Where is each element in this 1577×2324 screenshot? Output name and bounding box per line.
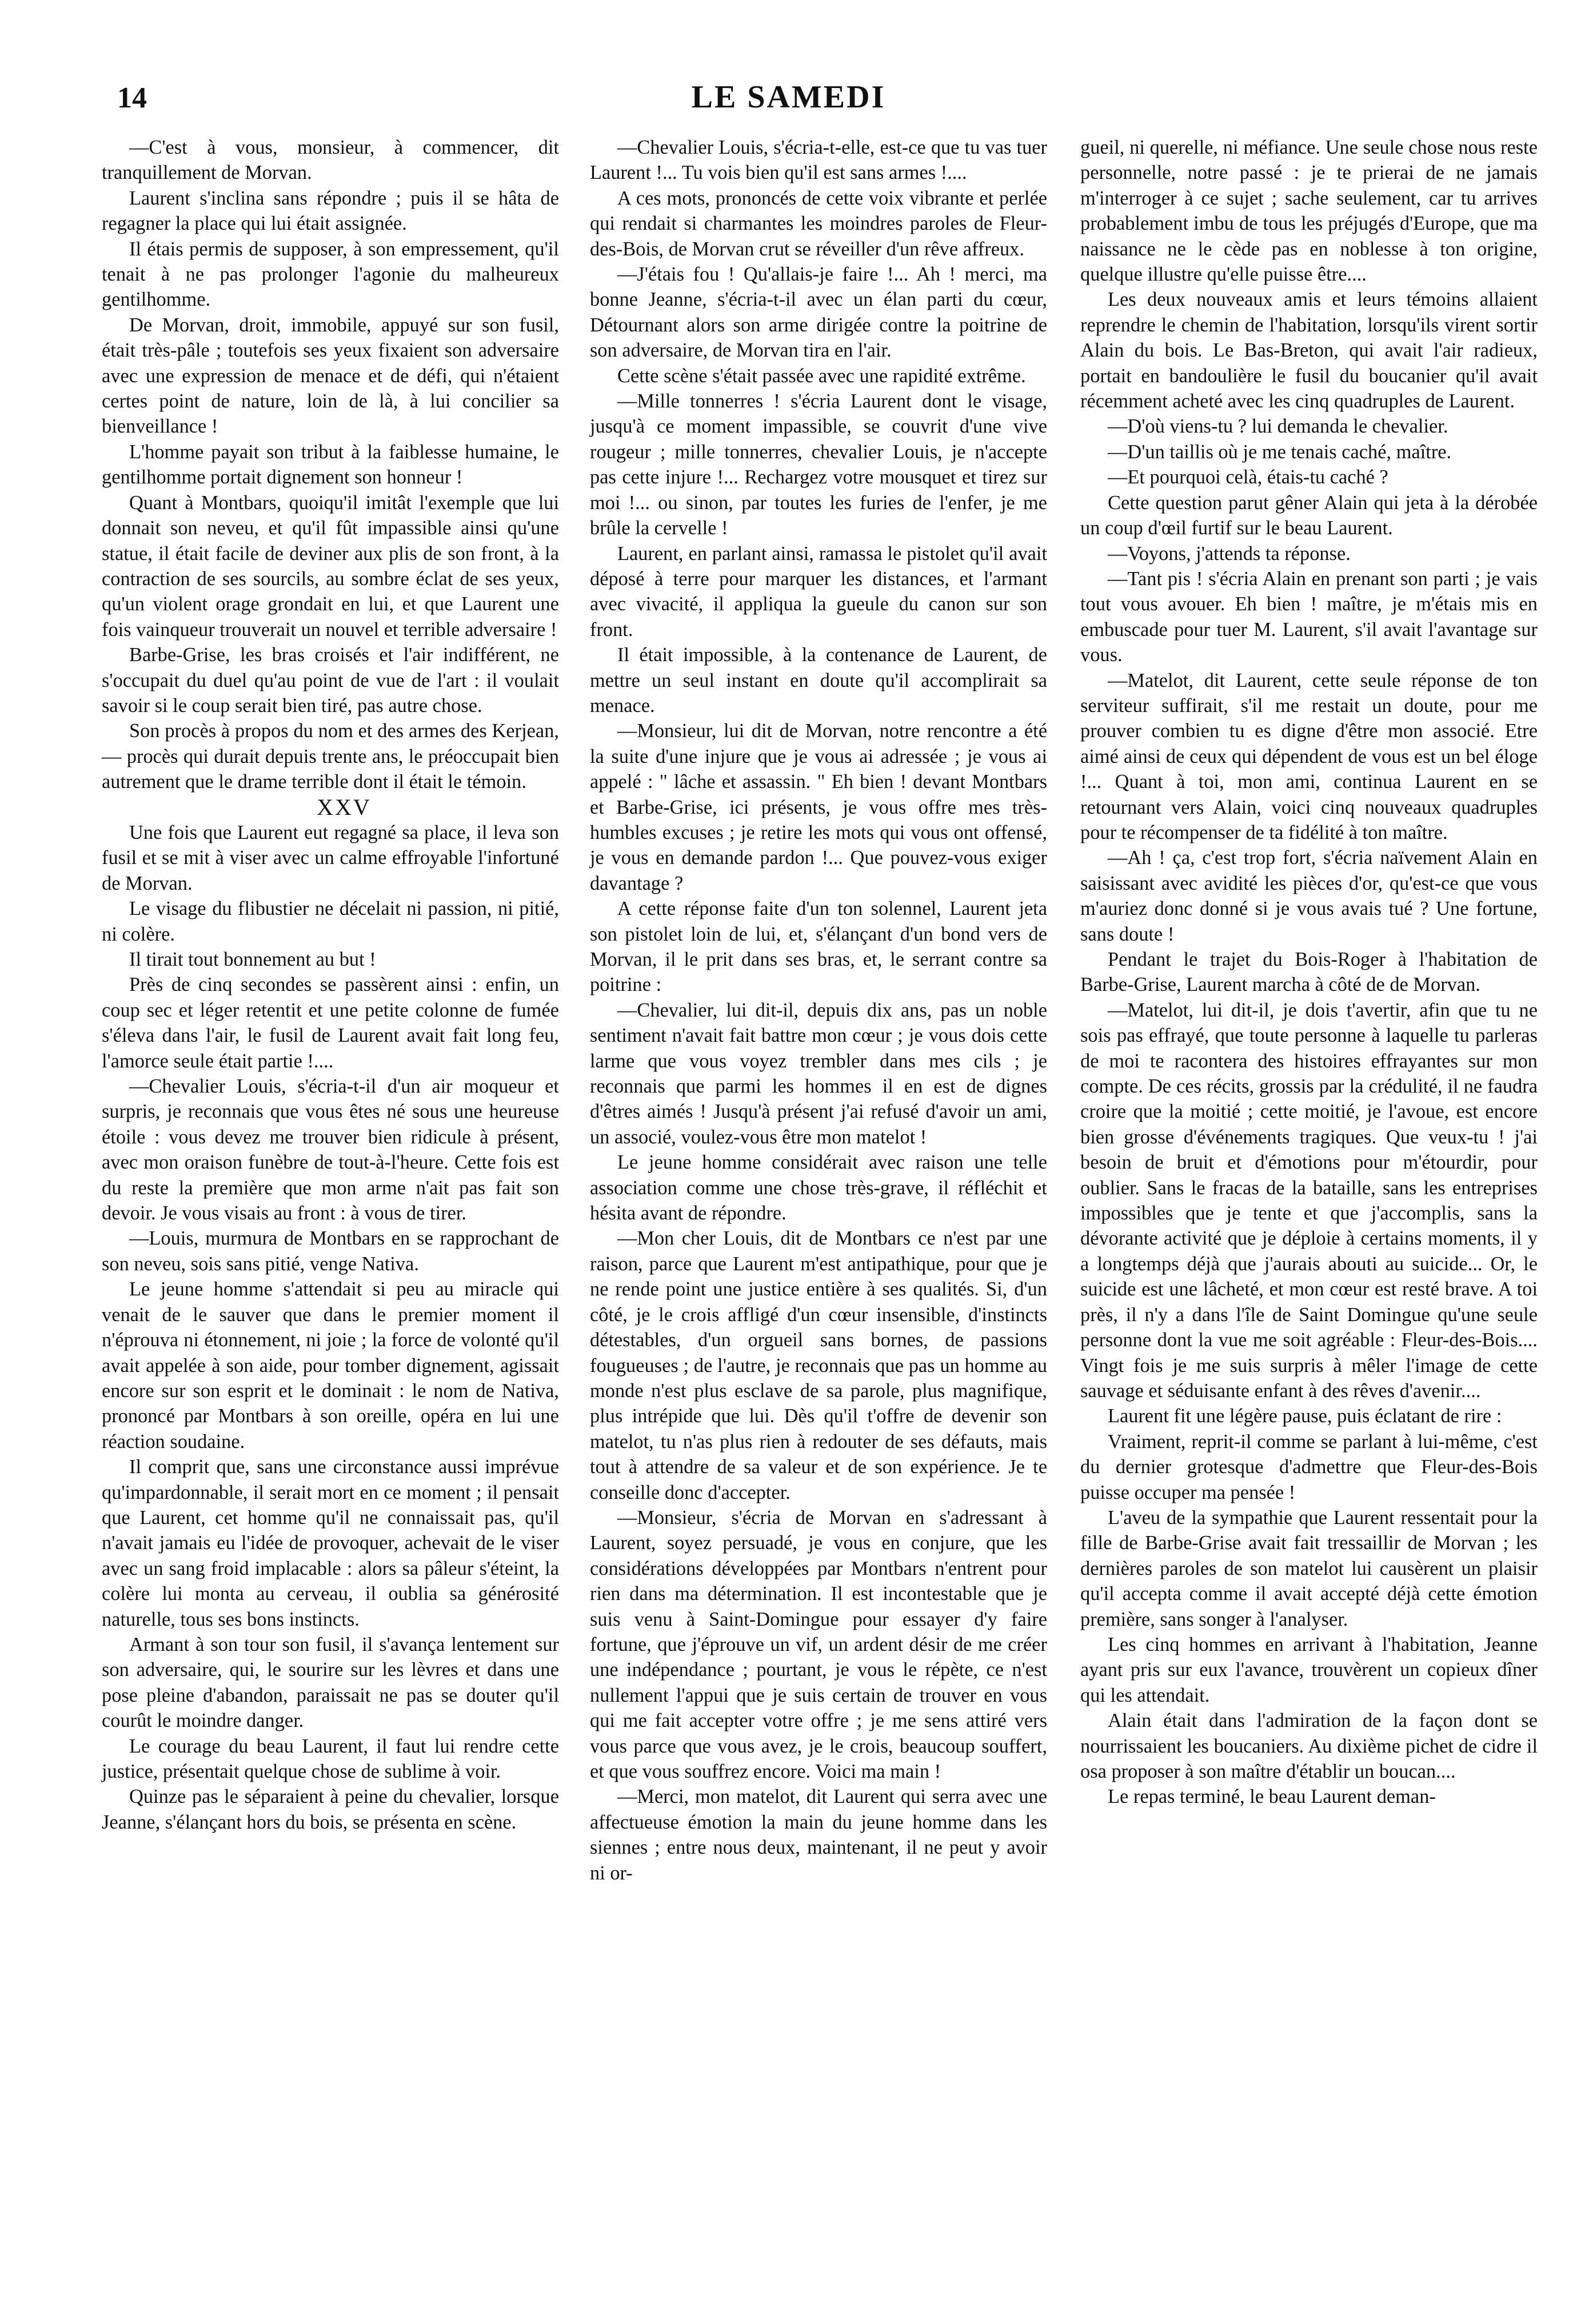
paragraph: Près de cinq secondes se passèrent ainsi : enfin, un coup sec et léger retentit et une petite colonne de fumée s'éleva dans l'air, le fusil de Laurent avait fait long feu, l'amorce seule était partie !....	[102, 974, 559, 1072]
paragraph: Armant à son tour son fusil, il s'avança lentement sur son adversaire, qui, le sourire sur les lèvres et dans une pose pleine d'abandon, paraissait ne pas se douter qu'il courût le moindre danger.	[102, 1633, 559, 1732]
paragraph: —Et pourquoi celà, étais-tu caché ?	[1108, 466, 1388, 489]
paragraph: —Mille tonnerres ! s'écria Laurent dont le visage, jusqu'à ce moment impassible, se couvrit d'une vive rougeur ; mille tonnerres, chevalier Louis, je n'accepte pas cette injure !... Rechargez votre mousquet et tirez sur moi !... ou sinon, par toutes les furies de l'enfer, je me brûle la cervelle !	[590, 390, 1047, 539]
paragraph: Quant à Montbars, quoiqu'il imitât l'exemple que lui donnait son neveu, et qu'il fût impassible ainsi qu'une statue, il était facile de deviner aux plis de son front, à la contraction de ses sourcils, au sombre éclat de ses yeux, qu'un violent orage grondait en lui, et que Laurent une fois vainqueur trouverait un nouvel et terrible adversaire !	[102, 491, 559, 641]
column-1	[102, 135, 559, 1835]
paragraph: —Tant pis ! s'écria Alain en prenant son parti ; je vais tout vous avouer. Eh bien ! maître, je m'étais mis en embuscade pour tuer M. Laurent, s'il avait l'avantage sur vous.	[1080, 567, 1538, 666]
paragraph: —Chevalier, lui dit-il, depuis dix ans, pas un noble sentiment n'avait fait battre mon cœur ; je vous dois cette larme que vous voyez trembler dans mes cils ; je reconnais que parmi les hommes il en est de dignes d'êtres aimés ! Jusqu'à présent j'ai refusé d'avoir un ami, un associé, voulez-vous être mon matelot !	[590, 999, 1047, 1148]
paragraph: Le repas terminé, le beau Laurent deman-	[1108, 1786, 1436, 1808]
paragraph: Cette question parut gêner Alain qui jeta à la dérobée un coup d'œil furtif sur le beau Laurent.	[1080, 491, 1538, 539]
paragraph: —Monsieur, s'écria de Morvan en s'adressant à Laurent, soyez persuadé, je vous en conjure, que les considérations développées par Montbars n'entrent pour rien dans ma détermination. Il est incontestable que je suis venu à Saint-Domingue pour essayer d'y faire fortune, que j'éprouve un vif, un ardent désir de me créer une indépendance ; pourtant, je vous le répète, ce n'est nullement l'appui que je suis certain de trouver en vous qui me fait accepter votre offre ; je me sens attiré vers vous parce que vous avez, je le crois, beaucoup souffert, et que vous souffrez encore. Voici ma main !	[590, 1506, 1047, 1782]
paragraph: —D'où viens-tu ? lui demanda le chevalier.	[1108, 415, 1448, 438]
paragraph: Il tirait tout bonnement au but !	[129, 949, 376, 970]
running-head: LE SAMEDI	[691, 79, 886, 115]
paragraph: —Voyons, j'attends ta réponse.	[1108, 542, 1351, 565]
paragraph: —J'étais fou ! Qu'allais-je faire !... Ah ! merci, ma bonne Jeanne, s'écria-t-il avec un élan parti du cœur, Détournant alors son arme dirigée contre la poitrine de son adversaire, de Morvan tira en l'air.	[590, 263, 1047, 362]
paragraph: —Ah ! ça, c'est trop fort, s'écria naïvement Alain en saisissant avec avidité les pièces d'or, qu'est-ce que vous m'auriez donc donné si je vous avais tué ? Une fortune, sans doute !	[1080, 847, 1538, 945]
paragraph: Barbe-Grise, les bras croisés et l'air indifférent, ne s'occupait du duel qu'au point de vue de l'art : il voulait savoir si le coup serait bien tiré, pas autre chose.	[102, 644, 559, 717]
paragraph: Alain était dans l'admiration de la façon dont se nourrissaient les boucaniers. Au dixième pichet de cidre il osa proposer à son maître d'établir un boucan....	[1080, 1710, 1538, 1782]
paragraph: —Matelot, dit Laurent, cette seule réponse de ton serviteur suffirait, s'il me restait un doute, pour me prouver combien tu es digne d'être mon associé. Etre aimé ainsi de ceux qui dépendent de vous est un bel éloge !... Quant à toi, mon ami, continua Laurent en se retournant vers Alain, voici cinq nouveaux quadruples pour te récompenser de ta fidélité à ton maître.	[1080, 669, 1538, 843]
column-2	[590, 135, 1047, 1886]
paragraph: —Chevalier Louis, s'écria-t-il d'un air moqueur et surpris, je reconnais que vous êtes né sous une heureuse étoile : vous devez me trouver bien ridicule à présent, avec mon oraison funèbre de tout-à-l'heure. Cette fois est du reste la première que mon arme n'ait pas fait son devoir. Je vous visais au front : à vous de tirer.	[102, 1075, 559, 1225]
paragraph: —C'est à vous, monsieur, à commencer, dit tranquillement de Morvan.	[102, 137, 559, 184]
paragraph: A ces mots, prononcés de cette voix vibrante et perlée qui rendait si charmantes les moindres paroles de Fleur-des-Bois, de Morvan crut se réveiller d'un rêve affreux.	[590, 187, 1047, 260]
paragraph: —D'un taillis où je me tenais caché, maître.	[1108, 441, 1452, 463]
paragraph: Le courage du beau Laurent, il faut lui rendre cette justice, présentait quelque chose de sublime à voir.	[102, 1735, 559, 1782]
paragraph: Le jeune homme s'attendait si peu au miracle qui venait de le sauver que dans le premier moment il n'éprouva ni étonnement, ni joie ; la force de volonté qu'il avait appelée à son aide, pour tomber dignement, agissait encore sur son esprit et le dominait : le nom de Nativa, prononcé par Montbars à son oreille, opéra en lui une réaction soudaine.	[102, 1278, 559, 1453]
paragraph: Le visage du flibustier ne décelait ni passion, ni pitié, ni colère.	[102, 898, 559, 945]
paragraph: Son procès à propos du nom et des armes des Kerjean, — procès qui durait depuis trente ans, le préoccupait bien autrement que le drame terrible dont il était le témoin.	[102, 720, 559, 793]
paragraph: gueil, ni querelle, ni méfiance. Une seule chose nous reste personnelle, notre passé : je te prierai de ne jamais m'interroger à ce sujet ; sache seulement, car tu arrives probablement imbu de tous les préjugés d'Europe, que ma naissance ne le cède pas en noblesse à ton origine, quelque illustre qu'elle puisse être....	[1080, 137, 1538, 286]
paragraph: Laurent s'inclina sans répondre ; puis il se hâta de regagner la place qui lui était assignée.	[102, 187, 559, 235]
paragraph: Vraiment, reprit-il comme se parlant à lui-même, c'est du dernier grotesque d'admettre que Fleur-des-Bois puisse occuper ma pensée !	[1080, 1430, 1538, 1503]
paragraph: Laurent, en parlant ainsi, ramassa le pistolet qu'il avait déposé à terre pour marquer les distances, et l'armant avec vivacité, il appliqua la gueule du canon sur son front.	[590, 542, 1047, 641]
paragraph: —Chevalier Louis, s'écria-t-elle, est-ce que tu vas tuer Laurent !... Tu vois bien qu'il est sans armes !....	[590, 137, 1047, 184]
section-heading: XXV	[317, 794, 372, 820]
paragraph: Les deux nouveaux amis et leurs témoins allaient reprendre le chemin de l'habitation, lorsqu'ils virent sortir Alain du bois. Le Bas-Breton, qui avait l'air radieux, portait en bandoulière le fusil du boucanier qu'il avait récemment acheté avec les cinq quadruples de Laurent.	[1080, 289, 1538, 413]
paragraph: Il étais permis de supposer, à son empressement, qu'il tenait à ne pas prolonger l'agonie du malheureux gentilhomme.	[102, 238, 559, 311]
column-3	[1080, 135, 1538, 1810]
paragraph: —Monsieur, lui dit de Morvan, notre rencontre a été la suite d'une injure que je vous ai adressée ; je vous ai appelé : " lâche et assassin. " Eh bien ! devant Montbars et Barbe-Grise, ici présents, je vous offre mes très-humbles excuses ; je retire les mots qui vous ont offensé, je vous en demande pardon !... Que pouvez-vous exiger davantage ?	[590, 720, 1047, 894]
paragraph: A cette réponse faite d'un ton solennel, Laurent jeta son pistolet loin de lui, et, s'élançant d'un bond vers de Morvan, il le prit dans ses bras, et, le serrant contre sa poitrine :	[590, 898, 1047, 996]
paragraph: Les cinq hommes en arrivant à l'habitation, Jeanne ayant pris sur eux l'avance, trouvèrent un copieux dîner qui les attendait.	[1080, 1633, 1538, 1706]
paragraph: De Morvan, droit, immobile, appuyé sur son fusil, était très-pâle ; toutefois ses yeux fixaient son adversaire avec une expression de menace et de défi, qui n'étaient certes point de nature, loin de là, à lui concilier sa bienveillance !	[102, 314, 559, 438]
paragraph: Une fois que Laurent eut regagné sa place, il leva son fusil et se mit à viser avec un calme effroyable l'infortuné de Morvan.	[102, 821, 559, 894]
paragraph: Pendant le trajet du Bois-Roger à l'habitation de Barbe-Grise, Laurent marcha à côté de de Morvan.	[1080, 949, 1538, 996]
paragraph: Cette scène s'était passée avec une rapidité extrême.	[617, 365, 1026, 387]
paragraph: —Louis, murmura de Montbars en se rapprochant de son neveu, sois sans pitié, venge Nativa.	[102, 1227, 559, 1275]
paragraph: Il comprit que, sans une circonstance aussi imprévue qu'impardonnable, il serait mort en ce moment ; il pensait que Laurent, cet homme qu'il ne connaissait pas, qu'il n'avait jamais eu l'idée de provoquer, achevait de le viser avec un sang froid implacable : alors sa pâleur s'éteint, la colère lui monta au cerveau, il oublia sa générosité naturelle, tous ses bons instincts.	[102, 1456, 559, 1630]
paragraph: Laurent fit une légère pause, puis éclatant de rire :	[1108, 1405, 1502, 1427]
paragraph: —Matelot, lui dit-il, je dois t'avertir, afin que tu ne sois pas effrayé, que toute personne à laquelle tu parleras de moi te racontera des histoires effrayantes sur mon compte. De ces récits, grossis par la crédulité, il ne faudra croire que la moitié ; cette moitié, je l'avoue, est encore bien grosse d'événements tragiques. Que veux-tu ! j'ai besoin de bruit et d'émotions pour m'étourdir, pour oublier. Sans le fracas de la bataille, sans les entreprises impossibles que je tente et que j'accomplis, sans la dévorante activité que je déploie à certains moments, il y a longtemps déjà que j'aurais abouti au suicide... Or, le suicide est une lâcheté, et mon cœur est resté brave. A toi près, il n'y a dans l'île de Saint Domingue qu'une seule personne dont la vue me soit agréable : Fleur-des-Bois.... Vingt fois je me suis surpris à mêler l'image de cette sauvage et séduisante enfant à des rêves d'avenir....	[1080, 999, 1538, 1402]
paragraph: Il était impossible, à la contenance de Laurent, de mettre un seul instant en doute qu'il accomplirait sa menace.	[590, 644, 1047, 717]
paragraph: L'aveu de la sympathie que Laurent ressentait pour la fille de Barbe-Grise avait fait tressaillir de Morvan ; les dernières paroles de son matelot lui causèrent un plaisir qu'il accepta comme il avait accepté déjà cette émotion première, sans songer à l'analyser.	[1080, 1506, 1538, 1630]
paragraph: L'homme payait son tribut à la faiblesse humaine, le gentilhomme portait dignement son honneur !	[102, 441, 559, 489]
paragraph: —Mon cher Louis, dit de Montbars ce n'est par une raison, parce que Laurent m'est antipathique, pour que je ne rende point une justice entière à ses qualités. Si, d'un côté, je le crois affligé d'un cœur insensible, d'instincts détestables, d'un orgueil sans bornes, de passions fougueuses ; de l'autre, je reconnais que pas un homme au monde n'est plus esclave de sa parole, plus magnifique, plus intrépide que lui. Dès qu'il t'offre de devenir son matelot, tu n'as plus rien à redouter de ses défauts, mais tout à attendre de sa valeur et de son expérience. Je te conseille donc d'accepter.	[590, 1227, 1047, 1503]
paragraph: Le jeune homme considérait avec raison une telle association comme une chose très-grave, il réfléchit et hésita avant de répondre.	[590, 1151, 1047, 1225]
page-number: 14	[117, 82, 147, 114]
paragraph: Quinze pas le séparaient à peine du chevalier, lorsque Jeanne, s'élançant hors du bois, se présenta en scène.	[102, 1786, 559, 1833]
paragraph: —Merci, mon matelot, dit Laurent qui serra avec une affectueuse émotion la main du jeune homme dans les siennes ; entre nous deux, maintenant, il ne peut y avoir ni or-	[590, 1786, 1047, 1884]
